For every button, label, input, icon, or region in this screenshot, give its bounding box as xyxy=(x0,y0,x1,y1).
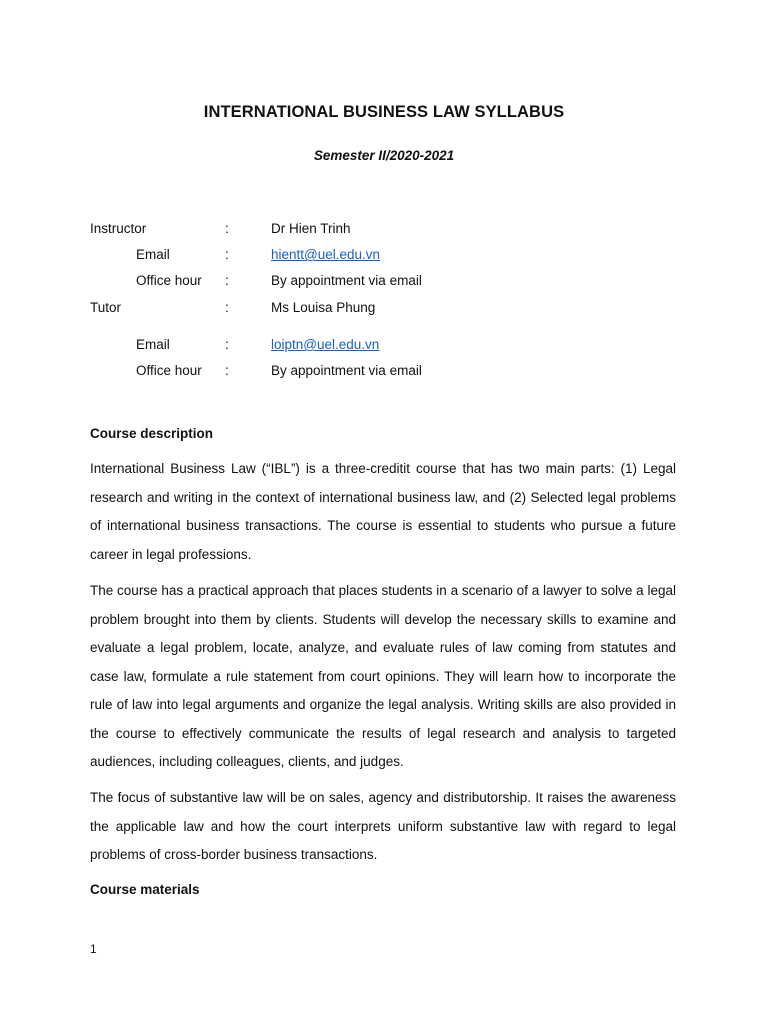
course-description-heading: Course description xyxy=(90,426,214,441)
separator: : xyxy=(225,247,229,262)
separator: : xyxy=(225,300,229,315)
tutor-email-row xyxy=(0,337,768,357)
instructor-row xyxy=(0,221,768,241)
separator: : xyxy=(225,337,229,352)
tutor-office-value: By appointment via email xyxy=(271,363,422,378)
instructor-name: Dr Hien Trinh xyxy=(271,221,351,236)
instructor-office-row xyxy=(0,273,768,293)
separator: : xyxy=(225,221,229,236)
description-paragraph: The course has a practical approach that places students in a scenario of a lawyer to solve a legal problem brought into them by clients. Students will develop the necessary skills to examine and evaluate a legal problem, locate, analyze, and evaluate rules of law coming from statutes and case law, formulate a rule statement from court opinions. They will learn how to incorporate the rule of law into legal arguments and organize the legal analysis. Writing skills are also provided in the course to effectively communicate the results of legal research and analysis to targeted audiences, including colleagues, clients, and judges. xyxy=(90,583,676,769)
instructor-email-link[interactable]: hientt@uel.edu.vn xyxy=(271,247,381,262)
description-paragraph: The focus of substantive law will be on sales, agency and distributorship. It raises the awareness the applicable law and how the court interprets uniform substantive law with regard to legal problems of cross-border business transactions. xyxy=(90,790,676,862)
tutor-office-label: Office hour xyxy=(136,363,202,378)
instructor-office-value: By appointment via email xyxy=(271,273,422,288)
instructor-label: Instructor xyxy=(90,221,147,236)
instructor-email-label: Email xyxy=(136,247,170,262)
tutor-label: Tutor xyxy=(90,300,122,315)
tutor-email-label: Email xyxy=(136,337,170,352)
instructor-email-row xyxy=(0,247,768,267)
course-materials-heading: Course materials xyxy=(90,882,200,897)
document-title: INTERNATIONAL BUSINESS LAW SYLLABUS xyxy=(203,103,565,121)
page-number: 1 xyxy=(90,942,97,956)
tutor-row xyxy=(0,300,768,320)
tutor-email-link[interactable]: loiptn@uel.edu.vn xyxy=(271,337,380,352)
semester-subtitle: Semester II/2020-2021 xyxy=(313,148,455,163)
separator: : xyxy=(225,273,229,288)
tutor-name: Ms Louisa Phung xyxy=(271,300,376,315)
separator: : xyxy=(225,363,229,378)
tutor-office-row xyxy=(0,363,768,383)
description-paragraph: International Business Law (“IBL”) is a three-creditit course that has two main parts: (1) Legal research and writing in the context of international business law, and (2) Selected legal problems of international business transactions. The course is essential to students who pursue a future career in legal professions. xyxy=(90,461,676,562)
instructor-office-label: Office hour xyxy=(136,273,202,288)
